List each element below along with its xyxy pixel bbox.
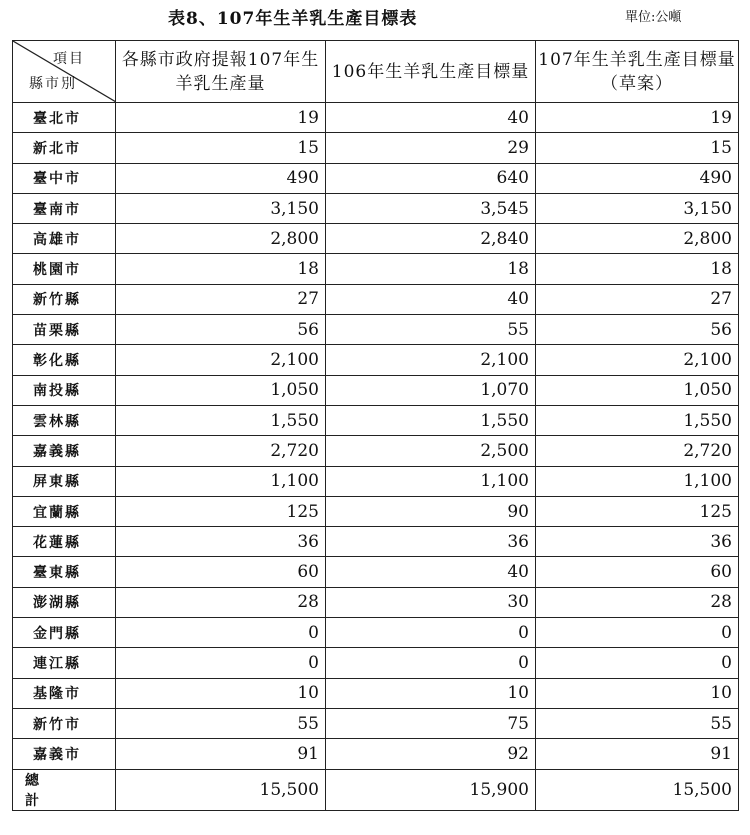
table-row (13, 618, 739, 648)
table-row (13, 375, 739, 405)
table-row (13, 103, 739, 133)
target-107-value: 15 (536, 133, 739, 163)
table-row (13, 648, 739, 678)
reported-value: 15 (116, 133, 326, 163)
target-107-value: 0 (536, 648, 739, 678)
target-106-value: 2,840 (326, 224, 536, 254)
target-107-value: 3,150 (536, 193, 739, 223)
target-107-value: 55 (536, 708, 739, 738)
table-row (13, 587, 739, 617)
table-row (13, 254, 739, 284)
region-name: 彰化縣 (13, 345, 116, 375)
reported-value: 1,100 (116, 466, 326, 496)
region-name: 屏東縣 (13, 466, 116, 496)
target-107-value: 1,050 (536, 375, 739, 405)
table-row (13, 193, 739, 223)
target-107-value: 2,800 (536, 224, 739, 254)
table-row (13, 527, 739, 557)
region-name: 新北市 (13, 133, 116, 163)
target-106-value: 40 (326, 557, 536, 587)
target-106-value: 2,500 (326, 436, 536, 466)
region-name: 嘉義縣 (13, 436, 116, 466)
target-107-value: 1,100 (536, 466, 739, 496)
reported-value: 19 (116, 103, 326, 133)
table-row (13, 557, 739, 587)
reported-value: 56 (116, 315, 326, 345)
target-106-value: 2,100 (326, 345, 536, 375)
target-107-value: 19 (536, 103, 739, 133)
target-106-value: 640 (326, 163, 536, 193)
region-name: 花蓮縣 (13, 527, 116, 557)
reported-value: 28 (116, 587, 326, 617)
target-106-value: 75 (326, 708, 536, 738)
region-name: 嘉義市 (13, 739, 116, 769)
region-name: 臺南市 (13, 193, 116, 223)
target-106-value: 0 (326, 618, 536, 648)
reported-value: 10 (116, 678, 326, 708)
region-name: 臺東縣 (13, 557, 116, 587)
region-name: 新竹縣 (13, 284, 116, 314)
region-name: 桃園市 (13, 254, 116, 284)
reported-value: 2,720 (116, 436, 326, 466)
target-106-value: 18 (326, 254, 536, 284)
target-107-value: 91 (536, 739, 739, 769)
target-107-value: 2,100 (536, 345, 739, 375)
page-title: 表8、107年生羊乳生產目標表 (168, 9, 418, 29)
target-106-value: 36 (326, 527, 536, 557)
region-name: 新竹市 (13, 708, 116, 738)
header-row (13, 41, 739, 103)
reported-value: 3,150 (116, 193, 326, 223)
region-name: 金門縣 (13, 618, 116, 648)
unit-label: 單位:公噸 (625, 10, 682, 25)
target-106-value: 3,545 (326, 193, 536, 223)
target-106-value: 1,550 (326, 405, 536, 435)
reported-value: 18 (116, 254, 326, 284)
target-106-value: 30 (326, 587, 536, 617)
table-row (13, 224, 739, 254)
production-target-table (12, 40, 739, 811)
target-107-value: 490 (536, 163, 739, 193)
reported-value: 0 (116, 648, 326, 678)
region-name: 臺北市 (13, 103, 116, 133)
region-name: 雲林縣 (13, 405, 116, 435)
header-target-107: 107年生羊乳生產目標量（草案） (536, 41, 739, 103)
target-106-value: 10 (326, 678, 536, 708)
table-row (13, 739, 739, 769)
reported-value: 15,500 (116, 769, 326, 810)
reported-value: 0 (116, 618, 326, 648)
total-row (13, 769, 739, 810)
table-row (13, 678, 739, 708)
region-name: 苗栗縣 (13, 315, 116, 345)
target-107-value: 10 (536, 678, 739, 708)
table-row (13, 496, 739, 526)
target-106-value: 55 (326, 315, 536, 345)
region-name: 連江縣 (13, 648, 116, 678)
region-name: 宜蘭縣 (13, 496, 116, 526)
target-106-value: 1,100 (326, 466, 536, 496)
target-107-value: 125 (536, 496, 739, 526)
reported-value: 2,800 (116, 224, 326, 254)
reported-value: 490 (116, 163, 326, 193)
reported-value: 36 (116, 527, 326, 557)
target-106-value: 90 (326, 496, 536, 526)
target-106-value: 40 (326, 103, 536, 133)
target-106-value: 29 (326, 133, 536, 163)
target-107-value: 28 (536, 587, 739, 617)
reported-value: 1,050 (116, 375, 326, 405)
target-107-value: 2,720 (536, 436, 739, 466)
region-name: 基隆市 (13, 678, 116, 708)
corner-item-label: 項目 (53, 51, 85, 67)
target-106-value: 1,070 (326, 375, 536, 405)
target-107-value: 36 (536, 527, 739, 557)
target-106-value: 40 (326, 284, 536, 314)
header-reported: 各縣市政府提報107年生羊乳生產量 (116, 41, 326, 103)
reported-value: 91 (116, 739, 326, 769)
target-106-value: 92 (326, 739, 536, 769)
table-row (13, 315, 739, 345)
region-name: 高雄市 (13, 224, 116, 254)
header-target-106: 106年生羊乳生產目標量 (326, 41, 536, 103)
table-row (13, 284, 739, 314)
table-row (13, 436, 739, 466)
table-row (13, 708, 739, 738)
table-row (13, 345, 739, 375)
target-107-value: 18 (536, 254, 739, 284)
table-row (13, 405, 739, 435)
region-name: 臺中市 (13, 163, 116, 193)
target-106-value: 15,900 (326, 769, 536, 810)
corner-region-label: 縣市別 (29, 76, 77, 92)
table-row (13, 163, 739, 193)
target-107-value: 56 (536, 315, 739, 345)
target-107-value: 1,550 (536, 405, 739, 435)
reported-value: 55 (116, 708, 326, 738)
reported-value: 2,100 (116, 345, 326, 375)
table-body (13, 103, 739, 811)
target-107-value: 60 (536, 557, 739, 587)
reported-value: 27 (116, 284, 326, 314)
reported-value: 125 (116, 496, 326, 526)
target-107-value: 15,500 (536, 769, 739, 810)
corner-header-cell (13, 41, 116, 103)
region-name: 澎湖縣 (13, 587, 116, 617)
region-name: 總計 (13, 769, 116, 810)
target-107-value: 0 (536, 618, 739, 648)
target-106-value: 0 (326, 648, 536, 678)
table-row (13, 133, 739, 163)
region-name: 南投縣 (13, 375, 116, 405)
target-107-value: 27 (536, 284, 739, 314)
reported-value: 1,550 (116, 405, 326, 435)
table-row (13, 466, 739, 496)
reported-value: 60 (116, 557, 326, 587)
